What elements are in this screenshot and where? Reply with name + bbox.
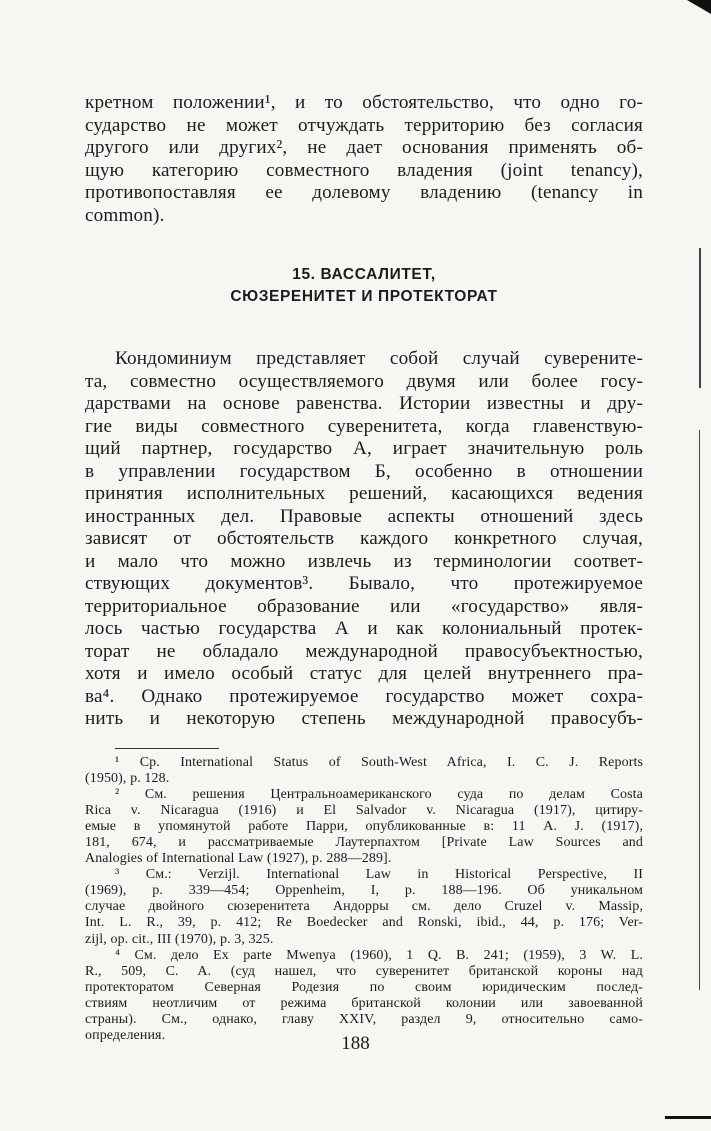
footnote-line: Rica v. Nicaragua (1916) и El Salvador v. Nicaragua (1917), цитиру- bbox=[85, 802, 643, 818]
footnote-line: ¹ Ср. International Status of South-West Africa, I. C. J. Reports bbox=[115, 754, 643, 770]
footnote-line: ² См. решения Центральноамериканского суда по делам Costa bbox=[115, 786, 643, 802]
section-heading bbox=[85, 264, 643, 308]
text-line: щий партнер, государство А, играет значительную роль bbox=[85, 438, 643, 459]
text-line: Кондоминиум представляет собой случай суверените- bbox=[115, 348, 643, 369]
footnotes bbox=[85, 755, 643, 1045]
footnote-line: (1969), p. 339—454; Oppenheim, I, p. 188—196. Об уникальном bbox=[85, 883, 643, 899]
text-line: территориальное образование или «государство» явля- bbox=[85, 595, 643, 617]
footnote-line: (1950), p. 128. bbox=[85, 770, 170, 786]
text-line: противопоставляя ее долевому владению (tenancy in bbox=[85, 182, 643, 203]
intro-paragraph bbox=[85, 92, 643, 227]
text-line: другого или других², не дает основания применять об- bbox=[85, 137, 643, 158]
text-line: гие виды совместного суверенитета, когда главенствую- bbox=[85, 415, 643, 437]
corner-mark-top bbox=[687, 0, 711, 14]
footnote-line: протекторатом Северная Родезия по своим юридическим послед- bbox=[85, 979, 643, 995]
footnote-1 bbox=[85, 755, 643, 787]
text-line: щую категорию совместного владения (joint tenancy), bbox=[85, 159, 643, 181]
text-line: common). bbox=[85, 204, 165, 226]
text-line: сударство не может отчуждать территорию без согласия bbox=[85, 114, 643, 136]
page-edge-line bbox=[699, 430, 700, 990]
text-line: лось частью государства А и как колониальный протек- bbox=[85, 618, 643, 639]
footnote-line: R., 509, C. A. (суд нашел, что суверенитет британской короны над bbox=[85, 963, 643, 979]
page-edge-line bbox=[699, 248, 701, 388]
text-line: хотя и имело особый статус для целей внутреннего пра- bbox=[85, 663, 643, 684]
document-page bbox=[85, 92, 643, 1044]
footnote-separator bbox=[115, 748, 219, 749]
footnote-2 bbox=[85, 787, 643, 867]
footnote-line: Analogies of International Law (1927), p. 288—289]. bbox=[85, 851, 392, 867]
footnote-line: 181, 674, и рассматриваемые Лаутерпахтом [Private Law Sources and bbox=[85, 834, 643, 850]
text-line: ствующих документов³. Бывало, что протежируемое bbox=[85, 573, 643, 594]
footnote-line: Int. L. R., 39, p. 412; Re Boedecker and Ronski, ibid., 44, p. 176; Ver- bbox=[85, 915, 643, 931]
page-number: 188 bbox=[341, 1033, 370, 1054]
footnote-line: ³ См.: Verzijl. International Law in Historical Perspective, II bbox=[115, 867, 643, 883]
main-paragraph bbox=[85, 348, 643, 731]
corner-mark-bottom bbox=[665, 1116, 711, 1119]
text-line: принятия исполнительных решений, касающихся ведения bbox=[85, 483, 643, 504]
footnote-3 bbox=[85, 867, 643, 947]
footnote-line: емые в упомянутой работе Парри, опубликованные в: 11 A. J. (1917), bbox=[85, 818, 643, 834]
text-line: ва⁴. Однако протежируемое государство может сохра- bbox=[85, 685, 643, 707]
footnote-line: определения. bbox=[85, 1028, 166, 1044]
text-line: зависят от обстоятельств каждого конкретного случая, bbox=[85, 528, 643, 549]
footnote-line: ствиям неотличим от режима британской колонии или завоеванной bbox=[85, 995, 643, 1011]
text-line: та, совместно осуществляемого двумя или более госу- bbox=[85, 370, 643, 392]
footnote-line: страны). См., однако, главу XXIV, раздел 9, относительно само- bbox=[85, 1012, 643, 1027]
text-line: в управлении государством Б, особенно в отношении bbox=[85, 460, 643, 482]
text-line: и мало что можно извлечь из терминологии соответ- bbox=[85, 550, 643, 572]
text-line: иностранных дел. Правовые аспекты отношений здесь bbox=[85, 505, 643, 527]
footnote-line: случае двойного сюзеренитета Андорры см. дело Cruzel v. Massip, bbox=[85, 899, 643, 915]
text-line: нить и некоторую степень международной правосубъ- bbox=[85, 708, 643, 729]
section-number-title: 15. ВАССАЛИТЕТ, bbox=[292, 266, 436, 283]
section-title-line2: СЮЗЕРЕНИТЕТ И ПРОТЕКТОРАТ bbox=[230, 288, 498, 305]
footnote-4 bbox=[85, 948, 643, 1045]
footnote-line: zijl, op. cit., III (1970), p. 3, 325. bbox=[85, 931, 274, 947]
footnote-line: ⁴ См. дело Ex parte Mwenya (1960), 1 Q. B. 241; (1959), 3 W. L. bbox=[115, 947, 643, 963]
text-line: кретном положении¹, и то обстоятельство, что одно го- bbox=[85, 92, 643, 113]
text-line: торат не обладало международной правосубъектностью, bbox=[85, 640, 643, 662]
text-line: дарствами на основе равенства. Истории известны и дру- bbox=[85, 393, 643, 414]
